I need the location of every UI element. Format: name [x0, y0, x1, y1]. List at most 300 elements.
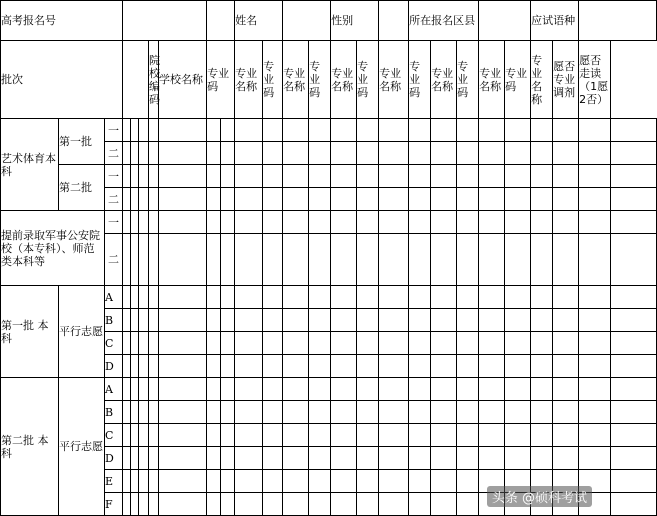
entry-cell[interactable]: [579, 332, 611, 355]
entry-cell[interactable]: [221, 332, 235, 355]
entry-cell[interactable]: [553, 234, 579, 286]
entry-cell[interactable]: [553, 142, 579, 165]
entry-cell[interactable]: [505, 378, 531, 401]
entry-cell[interactable]: [159, 493, 207, 516]
entry-cell[interactable]: [553, 332, 579, 355]
entry-cell[interactable]: [409, 309, 431, 332]
entry-cell[interactable]: [531, 286, 553, 309]
entry-cell[interactable]: [379, 424, 409, 447]
entry-cell[interactable]: [309, 188, 331, 211]
entry-cell[interactable]: [283, 309, 309, 332]
entry-cell[interactable]: [207, 119, 221, 142]
entry-cell[interactable]: [331, 165, 357, 188]
entry-cell[interactable]: [505, 142, 531, 165]
entry-cell[interactable]: [331, 309, 357, 332]
entry-cell[interactable]: [235, 401, 263, 424]
entry-cell[interactable]: [579, 401, 611, 424]
entry-cell[interactable]: [263, 309, 283, 332]
entry-cell[interactable]: [309, 332, 331, 355]
name-value[interactable]: [283, 1, 331, 41]
entry-cell[interactable]: [149, 211, 159, 234]
entry-cell[interactable]: [159, 309, 207, 332]
entry-cell[interactable]: [579, 355, 611, 378]
entry-cell[interactable]: [409, 447, 431, 470]
entry-cell[interactable]: [331, 332, 357, 355]
entry-cell[interactable]: [409, 355, 431, 378]
entry-cell[interactable]: [149, 424, 159, 447]
entry-cell[interactable]: [531, 234, 553, 286]
entry-cell[interactable]: [479, 211, 505, 234]
entry-cell[interactable]: [207, 286, 221, 309]
entry-cell[interactable]: [159, 286, 207, 309]
entry-cell[interactable]: [505, 309, 531, 332]
gender-value[interactable]: [379, 1, 409, 41]
entry-cell[interactable]: [221, 142, 235, 165]
entry-cell[interactable]: [221, 188, 235, 211]
entry-cell[interactable]: [235, 142, 263, 165]
entry-cell[interactable]: [505, 119, 531, 142]
entry-cell[interactable]: [579, 188, 611, 211]
entry-cell[interactable]: [149, 332, 159, 355]
entry-cell[interactable]: [331, 424, 357, 447]
entry-cell[interactable]: [263, 378, 283, 401]
entry-cell[interactable]: [457, 332, 479, 355]
entry-cell[interactable]: [379, 234, 409, 286]
entry-cell[interactable]: [531, 355, 553, 378]
entry-cell[interactable]: [149, 165, 159, 188]
entry-cell[interactable]: [159, 165, 207, 188]
entry-cell[interactable]: [309, 286, 331, 309]
entry-cell[interactable]: [309, 355, 331, 378]
entry-cell[interactable]: [379, 378, 409, 401]
entry-cell[interactable]: [283, 286, 309, 309]
entry-cell[interactable]: [123, 119, 131, 142]
entry-cell[interactable]: [457, 424, 479, 447]
entry-cell[interactable]: [457, 165, 479, 188]
entry-cell[interactable]: [409, 286, 431, 309]
entry-cell[interactable]: [331, 447, 357, 470]
entry-cell[interactable]: [479, 424, 505, 447]
entry-cell[interactable]: [123, 211, 131, 234]
entry-cell[interactable]: [611, 401, 657, 424]
entry-cell[interactable]: [123, 309, 131, 332]
entry-cell[interactable]: [479, 378, 505, 401]
entry-cell[interactable]: [131, 401, 139, 424]
entry-cell[interactable]: [159, 234, 207, 286]
entry-cell[interactable]: [283, 188, 309, 211]
entry-cell[interactable]: [379, 119, 409, 142]
entry-cell[interactable]: [207, 355, 221, 378]
entry-cell[interactable]: [221, 355, 235, 378]
entry-cell[interactable]: [379, 332, 409, 355]
entry-cell[interactable]: [379, 447, 409, 470]
entry-cell[interactable]: [139, 401, 149, 424]
entry-cell[interactable]: [531, 309, 553, 332]
entry-cell[interactable]: [431, 142, 457, 165]
entry-cell[interactable]: [149, 188, 159, 211]
entry-cell[interactable]: [131, 424, 139, 447]
entry-cell[interactable]: [131, 355, 139, 378]
entry-cell[interactable]: [479, 234, 505, 286]
entry-cell[interactable]: [457, 119, 479, 142]
entry-cell[interactable]: [611, 211, 657, 234]
entry-cell[interactable]: [531, 401, 553, 424]
entry-cell[interactable]: [457, 142, 479, 165]
entry-cell[interactable]: [505, 165, 531, 188]
entry-cell[interactable]: [331, 286, 357, 309]
entry-cell[interactable]: [139, 355, 149, 378]
entry-cell[interactable]: [357, 332, 379, 355]
entry-cell[interactable]: [579, 309, 611, 332]
entry-cell[interactable]: [235, 165, 263, 188]
entry-cell[interactable]: [505, 211, 531, 234]
entry-cell[interactable]: [357, 165, 379, 188]
entry-cell[interactable]: [457, 493, 479, 516]
entry-cell[interactable]: [531, 119, 553, 142]
entry-cell[interactable]: [357, 447, 379, 470]
entry-cell[interactable]: [379, 165, 409, 188]
entry-cell[interactable]: [309, 211, 331, 234]
entry-cell[interactable]: [207, 332, 221, 355]
entry-cell[interactable]: [531, 378, 553, 401]
entry-cell[interactable]: [283, 493, 309, 516]
entry-cell[interactable]: [263, 470, 283, 493]
entry-cell[interactable]: [139, 234, 149, 286]
entry-cell[interactable]: [283, 447, 309, 470]
entry-cell[interactable]: [531, 332, 553, 355]
entry-cell[interactable]: [611, 378, 657, 401]
entry-cell[interactable]: [131, 332, 139, 355]
entry-cell[interactable]: [139, 188, 149, 211]
entry-cell[interactable]: [235, 234, 263, 286]
entry-cell[interactable]: [221, 378, 235, 401]
entry-cell[interactable]: [579, 447, 611, 470]
entry-cell[interactable]: [457, 234, 479, 286]
entry-cell[interactable]: [505, 188, 531, 211]
entry-cell[interactable]: [149, 119, 159, 142]
entry-cell[interactable]: [149, 309, 159, 332]
entry-cell[interactable]: [531, 211, 553, 234]
entry-cell[interactable]: [235, 424, 263, 447]
entry-cell[interactable]: [221, 234, 235, 286]
entry-cell[interactable]: [579, 142, 611, 165]
entry-cell[interactable]: [331, 355, 357, 378]
entry-cell[interactable]: [149, 286, 159, 309]
entry-cell[interactable]: [579, 234, 611, 286]
entry-cell[interactable]: [409, 401, 431, 424]
entry-cell[interactable]: [131, 378, 139, 401]
entry-cell[interactable]: [611, 142, 657, 165]
entry-cell[interactable]: [611, 470, 657, 493]
entry-cell[interactable]: [531, 424, 553, 447]
entry-cell[interactable]: [283, 424, 309, 447]
entry-cell[interactable]: [379, 309, 409, 332]
entry-cell[interactable]: [479, 309, 505, 332]
entry-cell[interactable]: [309, 378, 331, 401]
entry-cell[interactable]: [159, 447, 207, 470]
entry-cell[interactable]: [379, 470, 409, 493]
entry-cell[interactable]: [207, 447, 221, 470]
entry-cell[interactable]: [221, 165, 235, 188]
entry-cell[interactable]: [131, 234, 139, 286]
entry-cell[interactable]: [139, 332, 149, 355]
entry-cell[interactable]: [123, 286, 131, 309]
entry-cell[interactable]: [149, 401, 159, 424]
entry-cell[interactable]: [331, 493, 357, 516]
entry-cell[interactable]: [123, 378, 131, 401]
entry-cell[interactable]: [309, 165, 331, 188]
entry-cell[interactable]: [149, 470, 159, 493]
entry-cell[interactable]: [139, 309, 149, 332]
entry-cell[interactable]: [409, 234, 431, 286]
entry-cell[interactable]: [409, 378, 431, 401]
entry-cell[interactable]: [457, 309, 479, 332]
entry-cell[interactable]: [457, 355, 479, 378]
entry-cell[interactable]: [457, 470, 479, 493]
entry-cell[interactable]: [331, 188, 357, 211]
entry-cell[interactable]: [331, 378, 357, 401]
entry-cell[interactable]: [263, 165, 283, 188]
entry-cell[interactable]: [331, 142, 357, 165]
entry-cell[interactable]: [611, 355, 657, 378]
entry-cell[interactable]: [505, 401, 531, 424]
entry-cell[interactable]: [139, 378, 149, 401]
entry-cell[interactable]: [139, 447, 149, 470]
entry-cell[interactable]: [159, 188, 207, 211]
entry-cell[interactable]: [263, 493, 283, 516]
entry-cell[interactable]: [139, 165, 149, 188]
entry-cell[interactable]: [139, 211, 149, 234]
entry-cell[interactable]: [263, 355, 283, 378]
entry-cell[interactable]: [553, 286, 579, 309]
entry-cell[interactable]: [159, 378, 207, 401]
entry-cell[interactable]: [553, 378, 579, 401]
entry-cell[interactable]: [235, 355, 263, 378]
entry-cell[interactable]: [159, 401, 207, 424]
entry-cell[interactable]: [553, 355, 579, 378]
entry-cell[interactable]: [263, 234, 283, 286]
entry-cell[interactable]: [309, 142, 331, 165]
entry-cell[interactable]: [611, 309, 657, 332]
entry-cell[interactable]: [283, 378, 309, 401]
entry-cell[interactable]: [159, 142, 207, 165]
entry-cell[interactable]: [379, 401, 409, 424]
entry-cell[interactable]: [457, 378, 479, 401]
entry-cell[interactable]: [149, 234, 159, 286]
entry-cell[interactable]: [263, 401, 283, 424]
entry-cell[interactable]: [207, 188, 221, 211]
entry-cell[interactable]: [139, 286, 149, 309]
entry-cell[interactable]: [357, 401, 379, 424]
entry-cell[interactable]: [283, 165, 309, 188]
entry-cell[interactable]: [479, 119, 505, 142]
entry-cell[interactable]: [431, 188, 457, 211]
entry-cell[interactable]: [611, 165, 657, 188]
entry-cell[interactable]: [579, 211, 611, 234]
entry-cell[interactable]: [579, 378, 611, 401]
entry-cell[interactable]: [409, 470, 431, 493]
entry-cell[interactable]: [207, 470, 221, 493]
entry-cell[interactable]: [263, 447, 283, 470]
entry-cell[interactable]: [379, 355, 409, 378]
entry-cell[interactable]: [207, 493, 221, 516]
entry-cell[interactable]: [611, 424, 657, 447]
entry-cell[interactable]: [221, 470, 235, 493]
entry-cell[interactable]: [123, 142, 131, 165]
entry-cell[interactable]: [123, 165, 131, 188]
entry-cell[interactable]: [611, 493, 657, 516]
entry-cell[interactable]: [553, 165, 579, 188]
entry-cell[interactable]: [553, 447, 579, 470]
entry-cell[interactable]: [431, 493, 457, 516]
entry-cell[interactable]: [579, 165, 611, 188]
entry-cell[interactable]: [263, 211, 283, 234]
entry-cell[interactable]: [283, 401, 309, 424]
entry-cell[interactable]: [579, 119, 611, 142]
entry-cell[interactable]: [309, 119, 331, 142]
entry-cell[interactable]: [331, 401, 357, 424]
entry-cell[interactable]: [479, 355, 505, 378]
entry-cell[interactable]: [379, 211, 409, 234]
entry-cell[interactable]: [309, 470, 331, 493]
entry-cell[interactable]: [123, 332, 131, 355]
entry-cell[interactable]: [131, 119, 139, 142]
entry-cell[interactable]: [611, 286, 657, 309]
entry-cell[interactable]: [159, 355, 207, 378]
entry-cell[interactable]: [159, 424, 207, 447]
entry-cell[interactable]: [263, 424, 283, 447]
entry-cell[interactable]: [357, 424, 379, 447]
entry-cell[interactable]: [131, 309, 139, 332]
entry-cell[interactable]: [131, 188, 139, 211]
entry-cell[interactable]: [283, 142, 309, 165]
entry-cell[interactable]: [309, 234, 331, 286]
entry-cell[interactable]: [123, 234, 131, 286]
entry-cell[interactable]: [221, 286, 235, 309]
entry-cell[interactable]: [611, 119, 657, 142]
entry-cell[interactable]: [235, 447, 263, 470]
entry-cell[interactable]: [131, 470, 139, 493]
entry-cell[interactable]: [553, 119, 579, 142]
entry-cell[interactable]: [431, 332, 457, 355]
entry-cell[interactable]: [553, 309, 579, 332]
entry-cell[interactable]: [283, 355, 309, 378]
entry-cell[interactable]: [409, 142, 431, 165]
entry-cell[interactable]: [123, 355, 131, 378]
entry-cell[interactable]: [409, 424, 431, 447]
entry-cell[interactable]: [553, 401, 579, 424]
entry-cell[interactable]: [431, 401, 457, 424]
entry-cell[interactable]: [357, 234, 379, 286]
entry-cell[interactable]: [131, 211, 139, 234]
entry-cell[interactable]: [457, 211, 479, 234]
exam-lang-value[interactable]: [579, 1, 657, 41]
entry-cell[interactable]: [221, 119, 235, 142]
entry-cell[interactable]: [431, 211, 457, 234]
entry-cell[interactable]: [149, 378, 159, 401]
entry-cell[interactable]: [331, 234, 357, 286]
entry-cell[interactable]: [207, 424, 221, 447]
entry-cell[interactable]: [123, 470, 131, 493]
entry-cell[interactable]: [309, 309, 331, 332]
entry-cell[interactable]: [283, 234, 309, 286]
entry-cell[interactable]: [553, 188, 579, 211]
entry-cell[interactable]: [431, 355, 457, 378]
entry-cell[interactable]: [611, 447, 657, 470]
entry-cell[interactable]: [379, 142, 409, 165]
entry-cell[interactable]: [263, 332, 283, 355]
entry-cell[interactable]: [479, 286, 505, 309]
entry-cell[interactable]: [283, 211, 309, 234]
entry-cell[interactable]: [531, 188, 553, 211]
entry-cell[interactable]: [207, 234, 221, 286]
entry-cell[interactable]: [263, 142, 283, 165]
entry-cell[interactable]: [409, 493, 431, 516]
entry-cell[interactable]: [479, 165, 505, 188]
entry-cell[interactable]: [505, 424, 531, 447]
entry-cell[interactable]: [235, 188, 263, 211]
entry-cell[interactable]: [357, 211, 379, 234]
entry-cell[interactable]: [357, 119, 379, 142]
entry-cell[interactable]: [131, 286, 139, 309]
entry-cell[interactable]: [431, 447, 457, 470]
entry-cell[interactable]: [149, 355, 159, 378]
entry-cell[interactable]: [505, 286, 531, 309]
entry-cell[interactable]: [309, 424, 331, 447]
entry-cell[interactable]: [139, 119, 149, 142]
entry-cell[interactable]: [263, 188, 283, 211]
entry-cell[interactable]: [431, 165, 457, 188]
entry-cell[interactable]: [579, 424, 611, 447]
entry-cell[interactable]: [505, 332, 531, 355]
entry-cell[interactable]: [139, 424, 149, 447]
entry-cell[interactable]: [235, 470, 263, 493]
entry-cell[interactable]: [123, 493, 131, 516]
entry-cell[interactable]: [139, 493, 149, 516]
entry-cell[interactable]: [379, 286, 409, 309]
entry-cell[interactable]: [611, 188, 657, 211]
entry-cell[interactable]: [123, 188, 131, 211]
entry-cell[interactable]: [479, 401, 505, 424]
entry-cell[interactable]: [207, 309, 221, 332]
entry-cell[interactable]: [357, 378, 379, 401]
entry-cell[interactable]: [531, 142, 553, 165]
entry-cell[interactable]: [431, 309, 457, 332]
entry-cell[interactable]: [159, 332, 207, 355]
entry-cell[interactable]: [235, 493, 263, 516]
entry-cell[interactable]: [283, 332, 309, 355]
entry-cell[interactable]: [431, 470, 457, 493]
entry-cell[interactable]: [131, 493, 139, 516]
entry-cell[interactable]: [457, 447, 479, 470]
entry-cell[interactable]: [357, 188, 379, 211]
entry-cell[interactable]: [611, 234, 657, 286]
entry-cell[interactable]: [357, 309, 379, 332]
entry-cell[interactable]: [379, 493, 409, 516]
entry-cell[interactable]: [331, 211, 357, 234]
entry-cell[interactable]: [357, 286, 379, 309]
entry-cell[interactable]: [309, 401, 331, 424]
entry-cell[interactable]: [207, 211, 221, 234]
entry-cell[interactable]: [553, 211, 579, 234]
entry-cell[interactable]: [159, 119, 207, 142]
entry-cell[interactable]: [579, 286, 611, 309]
entry-cell[interactable]: [207, 142, 221, 165]
entry-cell[interactable]: [409, 165, 431, 188]
entry-cell[interactable]: [207, 401, 221, 424]
entry-cell[interactable]: [235, 119, 263, 142]
entry-cell[interactable]: [139, 142, 149, 165]
